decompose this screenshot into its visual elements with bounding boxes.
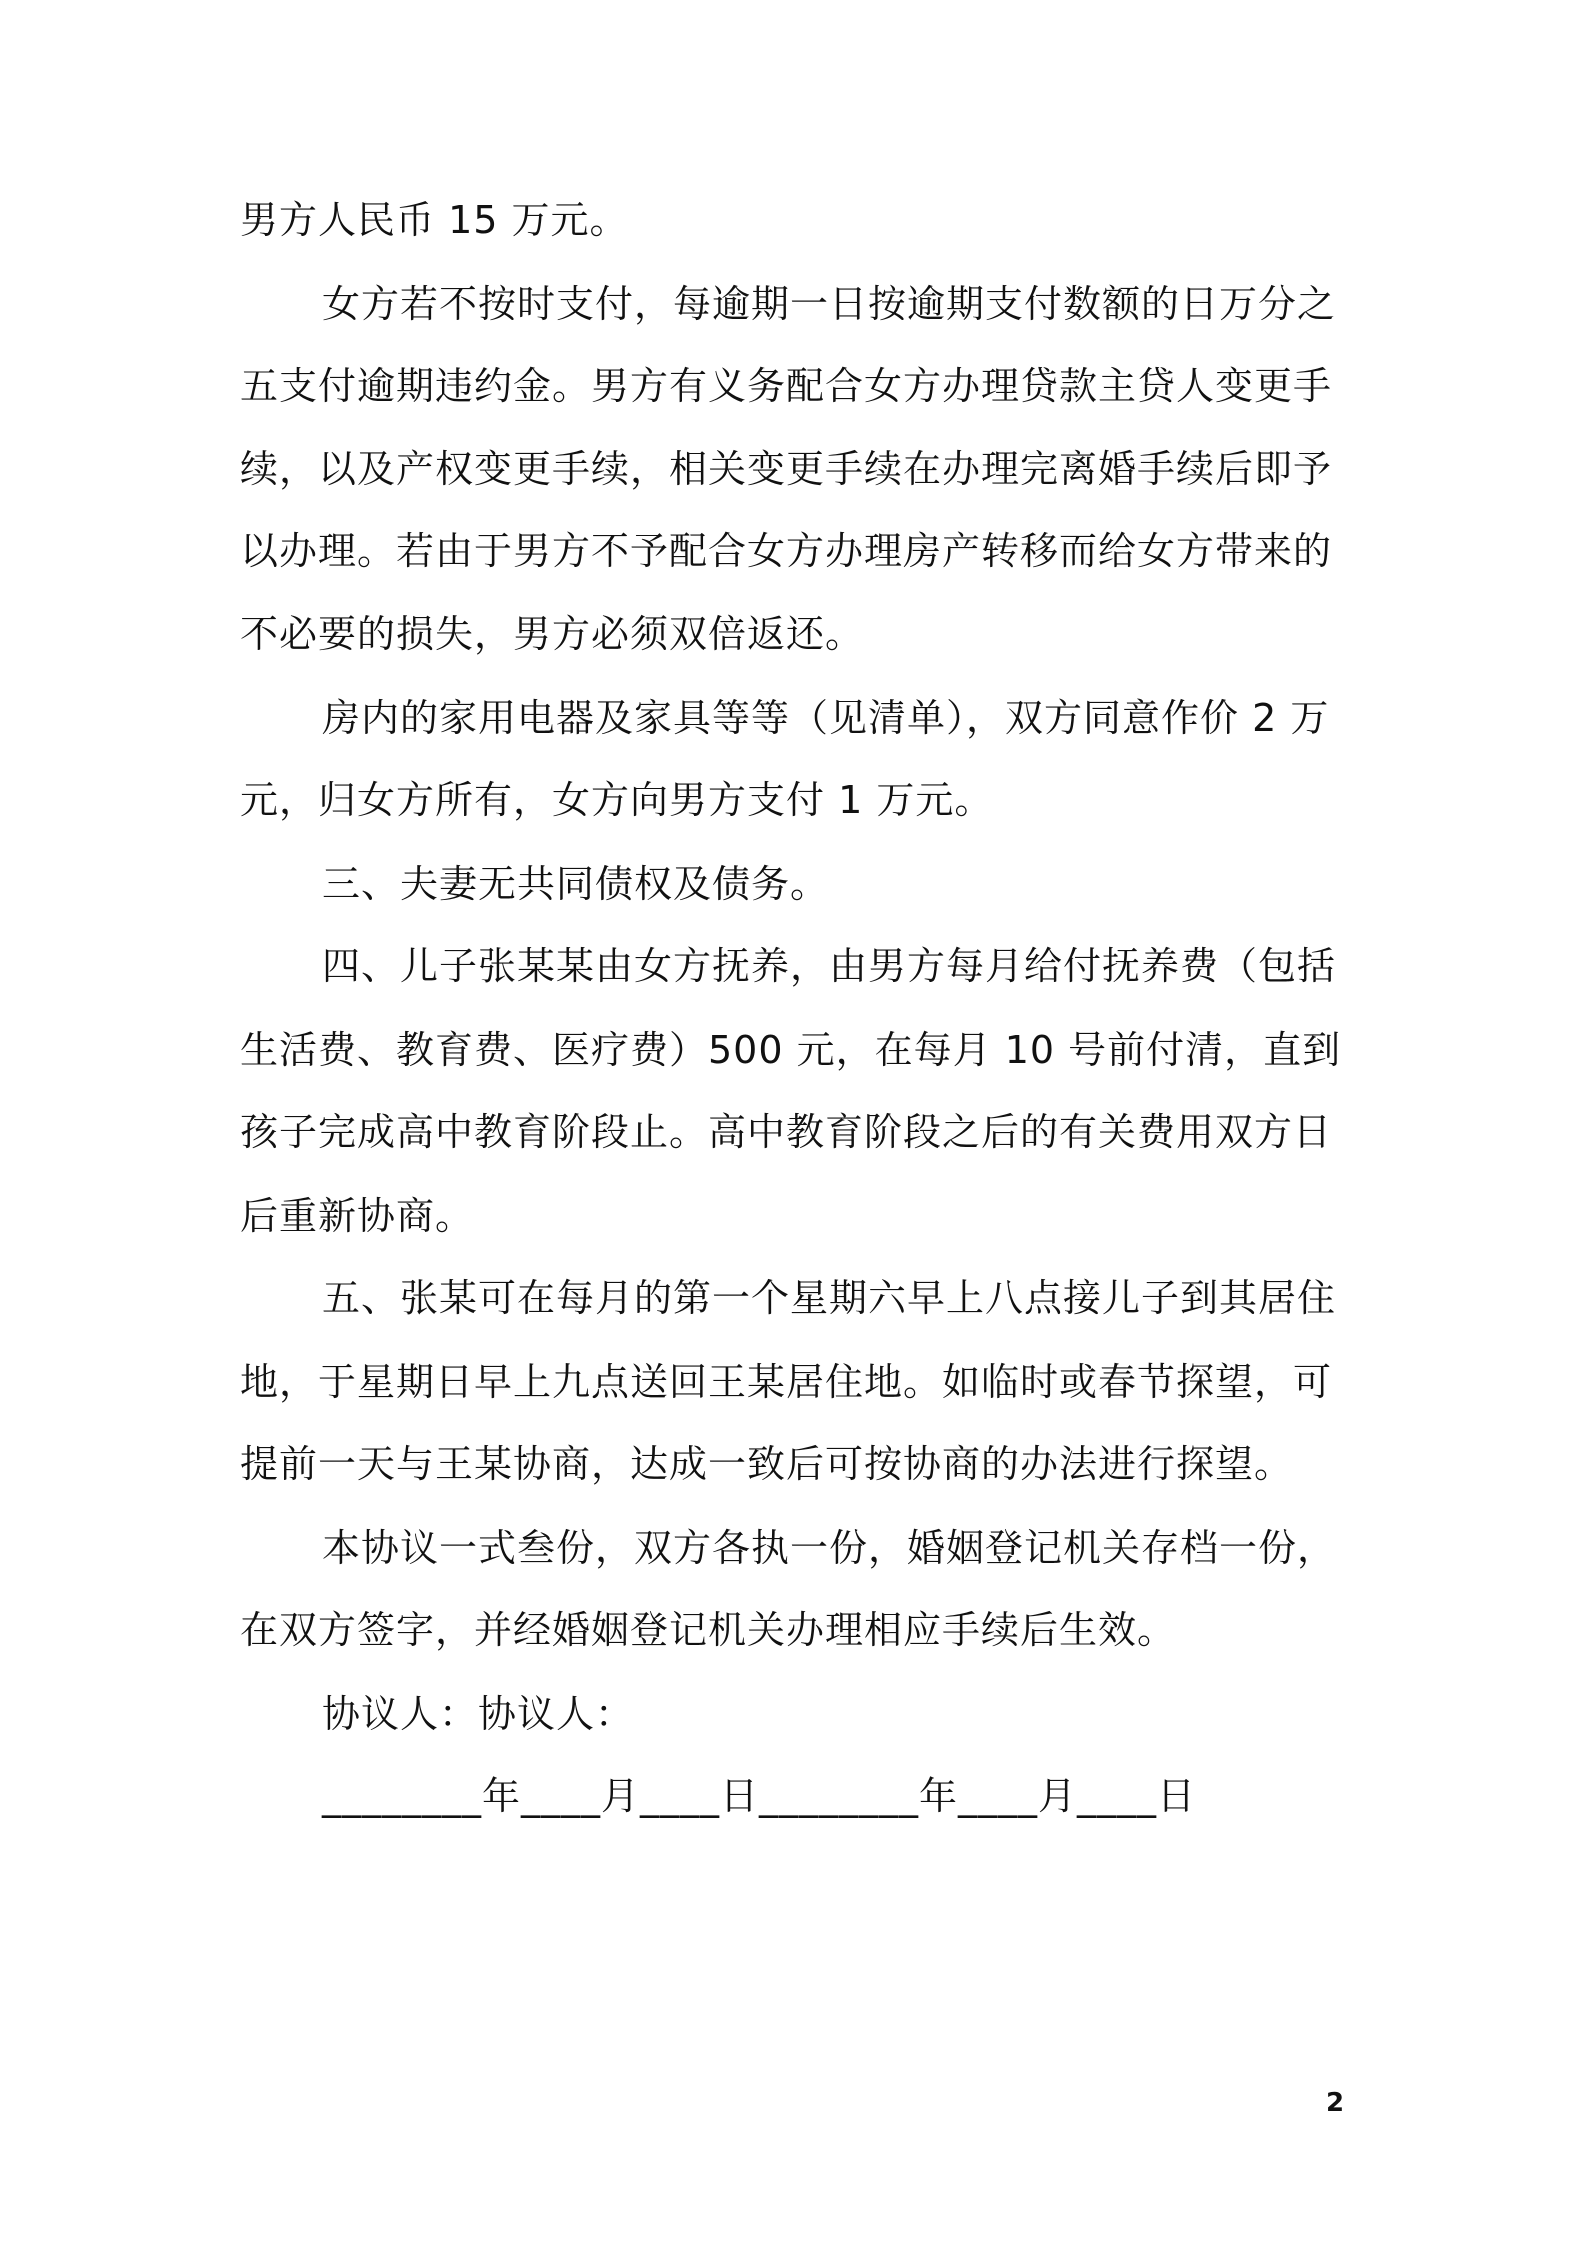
text-line: 提前一天与王某协商，达成一致后可按协商的办法进行探望。 [240,1442,1294,1486]
signature-label: 协议人：协议人： [322,1692,635,1736]
text-line: 孩子完成高中教育阶段止。高中教育阶段之后的有关费用双方日 [240,1110,1333,1154]
date-line: ________年____月____日________年____月____日 [322,1774,1197,1818]
text-line: 四、儿子张某某由女方抚养，由男方每月给付抚养费（包括 [322,944,1337,988]
text-line: 男方人民币 15 万元。 [240,198,629,242]
text-line: 房内的家用电器及家具等等（见清单），双方同意作价 2 万 [322,696,1330,740]
text-line: 三、夫妻无共同债权及债务。 [322,862,830,906]
text-line: 五支付逾期违约金。男方有义务配合女方办理贷款主贷人变更手 [240,364,1333,408]
text-line: 女方若不按时支付，每逾期一日按逾期支付数额的日万分之 [322,282,1337,326]
text-line: 不必要的损失，男方必须双倍返还。 [240,612,865,656]
text-line: 以办理。若由于男方不予配合女方办理房产转移而给女方带来的 [240,529,1333,573]
text-line: 五、张某可在每月的第一个星期六早上八点接儿子到其居住 [322,1276,1337,1320]
text-line: 地，于星期日早上九点送回王某居住地。如临时或春节探望，可 [240,1360,1333,1404]
text-line: 在双方签字，并经婚姻登记机关办理相应手续后生效。 [240,1608,1177,1652]
text-line: 续，以及产权变更手续，相关变更手续在办理完离婚手续后即予 [240,447,1333,491]
text-line: 元，归女方所有，女方向男方支付 1 万元。 [240,778,994,822]
page-number: 2 [1326,2088,1345,2118]
text-line: 本协议一式叁份，双方各执一份，婚姻登记机关存档一份， [322,1526,1337,1570]
text-line: 后重新协商。 [240,1194,475,1238]
text-line: 生活费、教育费、医疗费）500 元，在每月 10 号前付清，直到 [240,1028,1342,1072]
